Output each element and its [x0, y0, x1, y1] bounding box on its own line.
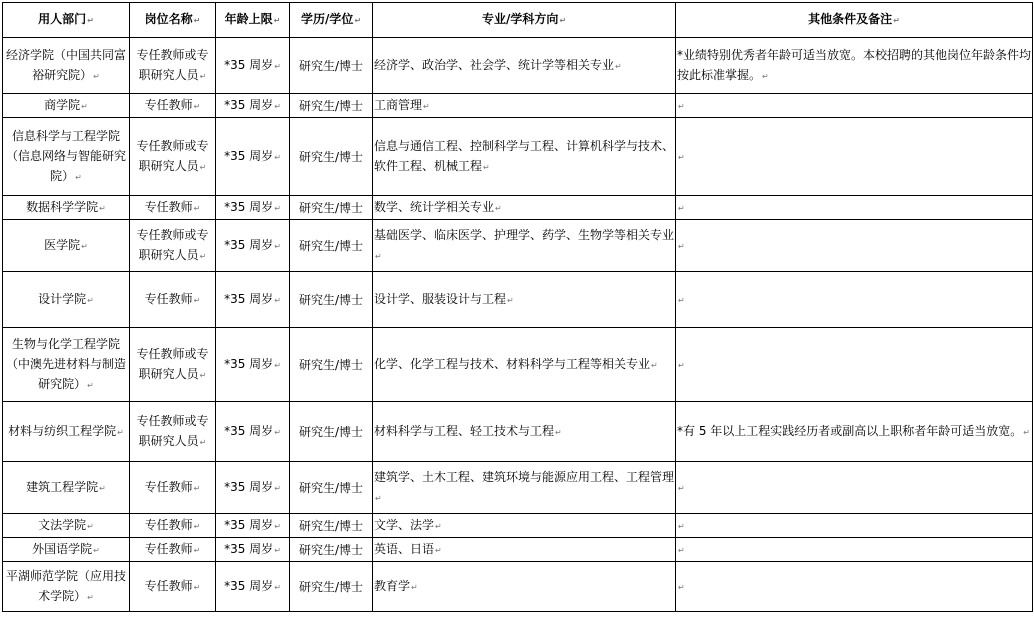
cell-major: 经济学、政治学、社会学、统计学等相关专业↵: [373, 38, 676, 94]
table-row: [3, 38, 1033, 94]
cell-dept: 商学院↵: [3, 94, 130, 118]
cell-major: 工商管理↵: [373, 94, 676, 118]
cell-age: *35 周岁↵: [216, 462, 290, 514]
cell-edu: 研究生/博士: [290, 562, 373, 612]
cell-dept: 外国语学院↵: [3, 538, 130, 562]
cell-age: *35 周岁↵: [216, 196, 290, 220]
cell-edu: 研究生/博士: [290, 196, 373, 220]
header-edu: 学历/学位↵: [290, 3, 373, 38]
cell-age: *35 周岁↵: [216, 328, 290, 402]
cell-dept: 建筑工程学院↵: [3, 462, 130, 514]
cell-edu: 研究生/博士: [290, 118, 373, 196]
cell-dept: 经济学院（中国共同富裕研究院）↵: [3, 38, 130, 94]
cell-edu: 研究生/博士: [290, 272, 373, 328]
cell-dept: 材料与纺织工程学院↵: [3, 402, 130, 462]
cell-major: 基础医学、临床医学、护理学、药学、生物学等相关专业↵: [373, 220, 676, 272]
table-row: [3, 118, 1033, 196]
cell-major: 信息与通信工程、控制科学与工程、计算机科学与技术、软件工程、机械工程↵: [373, 118, 676, 196]
cell-position: 专任教师或专职研究人员↵: [130, 328, 216, 402]
table-row: [3, 94, 1033, 118]
table-row: [3, 538, 1033, 562]
table-row: [3, 562, 1033, 612]
table-header-row: [3, 3, 1033, 38]
cell-notes: ↵: [676, 220, 1033, 272]
cell-edu: 研究生/博士: [290, 538, 373, 562]
cell-position: 专任教师或专职研究人员↵: [130, 402, 216, 462]
cell-notes: ↵: [676, 514, 1033, 538]
cell-major: 设计学、服装设计与工程↵: [373, 272, 676, 328]
cell-age: *35 周岁↵: [216, 562, 290, 612]
table-row: [3, 272, 1033, 328]
recruitment-table: [2, 2, 1033, 612]
cell-notes: *有 5 年以上工程实践经历者或副高以上职称者年龄可适当放宽。↵: [676, 402, 1033, 462]
cell-notes: ↵: [676, 328, 1033, 402]
cell-dept: 文法学院↵: [3, 514, 130, 538]
cell-edu: 研究生/博士: [290, 514, 373, 538]
cell-edu: 研究生/博士: [290, 38, 373, 94]
table-row: [3, 196, 1033, 220]
cell-age: *35 周岁↵: [216, 220, 290, 272]
table-row: [3, 514, 1033, 538]
cell-dept: 数据科学学院↵: [3, 196, 130, 220]
cell-position: 专任教师↵: [130, 562, 216, 612]
cell-notes: ↵: [676, 562, 1033, 612]
cell-notes: ↵: [676, 94, 1033, 118]
cell-major: 材料科学与工程、轻工技术与工程↵: [373, 402, 676, 462]
cell-dept: 信息科学与工程学院（信息网络与智能研究院）↵: [3, 118, 130, 196]
cell-dept: 设计学院↵: [3, 272, 130, 328]
header-notes: 其他条件及备注↵: [676, 3, 1033, 38]
header-position: 岗位名称↵: [130, 3, 216, 38]
cell-age: *35 周岁↵: [216, 118, 290, 196]
cell-major: 化学、化学工程与技术、材料科学与工程等相关专业↵: [373, 328, 676, 402]
table-row: [3, 220, 1033, 272]
cell-position: 专任教师↵: [130, 514, 216, 538]
cell-position: 专任教师或专职研究人员↵: [130, 118, 216, 196]
cell-notes: ↵: [676, 196, 1033, 220]
cell-position: 专任教师或专职研究人员↵: [130, 38, 216, 94]
cell-position: 专任教师↵: [130, 272, 216, 328]
cell-major: 文学、法学↵: [373, 514, 676, 538]
cell-notes: ↵: [676, 462, 1033, 514]
cell-age: *35 周岁↵: [216, 402, 290, 462]
cell-major: 教育学↵: [373, 562, 676, 612]
table-row: [3, 462, 1033, 514]
cell-position: 专任教师↵: [130, 462, 216, 514]
cell-age: *35 周岁↵: [216, 272, 290, 328]
cell-dept: 平湖师范学院（应用技术学院）↵: [3, 562, 130, 612]
cell-age: *35 周岁↵: [216, 514, 290, 538]
table-row: [3, 328, 1033, 402]
cell-age: *35 周岁↵: [216, 538, 290, 562]
header-major: 专业/学科方向↵: [373, 3, 676, 38]
header-dept: 用人部门↵: [3, 3, 130, 38]
cell-major: 数学、统计学相关专业↵: [373, 196, 676, 220]
cell-notes: *业绩特别优秀者年龄可适当放宽。本校招聘的其他岗位年龄条件均按此标准掌握。↵: [676, 38, 1033, 94]
cell-edu: 研究生/博士: [290, 220, 373, 272]
header-age: 年龄上限↵: [216, 3, 290, 38]
cell-edu: 研究生/博士: [290, 94, 373, 118]
table-row: [3, 402, 1033, 462]
cell-position: 专任教师↵: [130, 94, 216, 118]
cell-notes: ↵: [676, 272, 1033, 328]
cell-edu: 研究生/博士: [290, 462, 373, 514]
cell-dept: 生物与化学工程学院（中澳先进材料与制造研究院）↵: [3, 328, 130, 402]
cell-notes: ↵: [676, 118, 1033, 196]
cell-major: 英语、日语↵: [373, 538, 676, 562]
cell-age: *35 周岁↵: [216, 94, 290, 118]
cell-notes: ↵: [676, 538, 1033, 562]
cell-position: 专任教师或专职研究人员↵: [130, 220, 216, 272]
cell-dept: 医学院↵: [3, 220, 130, 272]
cell-edu: 研究生/博士: [290, 402, 373, 462]
cell-position: 专任教师↵: [130, 196, 216, 220]
cell-age: *35 周岁↵: [216, 38, 290, 94]
cell-position: 专任教师↵: [130, 538, 216, 562]
cell-major: 建筑学、土木工程、建筑环境与能源应用工程、工程管理↵: [373, 462, 676, 514]
cell-edu: 研究生/博士: [290, 328, 373, 402]
